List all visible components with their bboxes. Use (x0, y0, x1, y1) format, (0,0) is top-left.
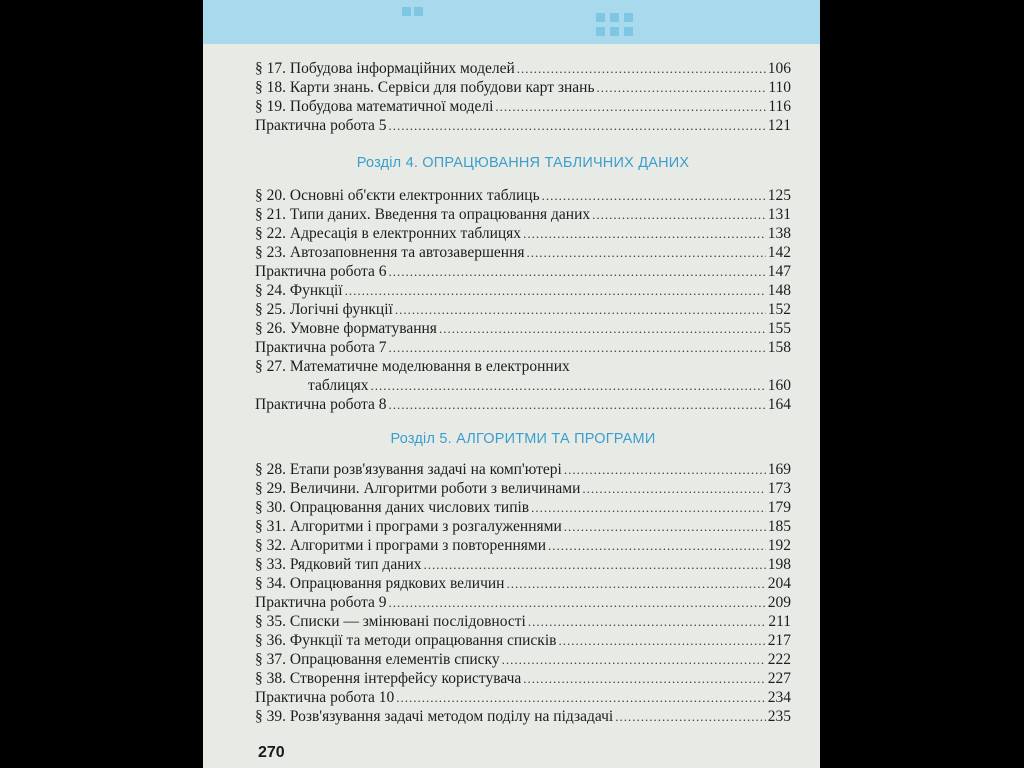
leader-dots (388, 395, 765, 414)
toc-entry-title: § 37. Опрацювання елементів списку (255, 651, 500, 668)
toc-entry-page: 131 (767, 206, 791, 223)
leader-dots (395, 300, 766, 319)
toc-entry-title: § 39. Розв'язування задачі методом поділу на підзадачі (255, 708, 614, 725)
toc-entry (255, 650, 791, 669)
toc-entry-title: § 31. Алгоритми і програми з розгалуженнями (255, 518, 562, 535)
toc-entry-page: 192 (767, 537, 791, 554)
toc-entry (255, 631, 791, 650)
leader-dots (396, 688, 766, 707)
toc-entry-page: 173 (767, 480, 791, 497)
decorative-square (610, 13, 619, 22)
decorative-header-band (203, 0, 820, 44)
decorative-square (414, 7, 423, 16)
leader-dots (558, 631, 765, 650)
toc-entry (255, 357, 791, 376)
leader-dots (506, 574, 765, 593)
leader-dots (388, 338, 765, 357)
toc-entry (255, 669, 791, 688)
toc-entry-title: Практична робота 6 (255, 263, 387, 280)
toc-entry-title: Практична робота 7 (255, 339, 387, 356)
leader-dots (542, 186, 766, 205)
page-number: 270 (258, 744, 285, 761)
toc-entry (255, 574, 791, 593)
leader-dots (388, 593, 765, 612)
toc-entry-title: таблицях (308, 377, 369, 394)
leader-dots (527, 243, 766, 262)
table-of-contents (255, 59, 791, 726)
leader-dots (548, 536, 766, 555)
toc-entry-continuation (255, 376, 791, 395)
toc-entry-page: 217 (767, 632, 791, 649)
decorative-square (624, 13, 633, 22)
toc-entry (255, 281, 791, 300)
leader-dots (345, 281, 766, 300)
toc-entry-page: 222 (767, 651, 791, 668)
toc-entry (255, 707, 791, 726)
toc-entry-page: 116 (768, 98, 791, 115)
toc-entry-page: 164 (767, 396, 791, 413)
toc-entry-page: 209 (767, 594, 791, 611)
toc-entry-title: Практична робота 10 (255, 689, 395, 706)
toc-entry (255, 555, 791, 574)
toc-entry-title: § 36. Функції та методи опрацювання списків (255, 632, 557, 649)
toc-entry-page: 121 (767, 117, 791, 134)
toc-entry-title: § 27. Математичне моделювання в електронних (255, 358, 570, 375)
toc-entry (255, 243, 791, 262)
toc-entry (255, 688, 791, 707)
section-heading: Розділ 4. ОПРАЦЮВАННЯ ТАБЛИЧНИХ ДАНИХ (356, 155, 690, 171)
leader-dots (531, 498, 766, 517)
leader-dots (523, 224, 766, 243)
toc-entry-page: 211 (768, 613, 791, 630)
toc-entry-title: Практична робота 5 (255, 117, 387, 134)
toc-entry-title: § 25. Логічні функції (255, 301, 393, 318)
toc-entry-title: § 34. Опрацювання рядкових величин (255, 575, 505, 592)
decorative-square (596, 27, 605, 36)
toc-entry-page: 204 (767, 575, 791, 592)
toc-entry (255, 59, 791, 78)
leader-dots (564, 460, 766, 479)
toc-entry-title: § 30. Опрацювання даних числових типів (255, 499, 530, 516)
book-page (203, 0, 820, 768)
leader-dots (439, 319, 766, 338)
toc-entry-title: § 19. Побудова математичної моделі (255, 98, 494, 115)
toc-entry (255, 300, 791, 319)
toc-entry-title: § 28. Етапи розв'язування задачі на комп'ютері (255, 461, 562, 478)
decorative-square (596, 13, 605, 22)
toc-entry (255, 205, 791, 224)
toc-entry (255, 498, 791, 517)
toc-entry (255, 593, 791, 612)
toc-entry-page: 155 (767, 320, 791, 337)
toc-entry-page: 234 (767, 689, 791, 706)
toc-entry (255, 186, 791, 205)
leader-dots (597, 78, 767, 97)
toc-entry-page: 152 (767, 301, 791, 318)
toc-entry-title: Практична робота 9 (255, 594, 387, 611)
decorative-square (610, 27, 619, 36)
toc-entry (255, 517, 791, 536)
toc-entry (255, 97, 791, 116)
toc-entry-page: 125 (767, 187, 791, 204)
toc-entry (255, 395, 791, 414)
toc-entry-title: § 32. Алгоритми і програми з повтореннями (255, 537, 547, 554)
toc-entry-title: Практична робота 8 (255, 396, 387, 413)
toc-entry-page: 185 (767, 518, 791, 535)
decorative-square (402, 7, 411, 16)
toc-entry-page: 227 (767, 670, 791, 687)
toc-entry-page: 142 (767, 244, 791, 261)
toc-entry-page: 106 (767, 60, 791, 77)
toc-entry-title: § 23. Автозаповнення та автозавершення (255, 244, 525, 261)
leader-dots (615, 707, 766, 726)
toc-entry-title: § 33. Рядковий тип даних (255, 556, 422, 573)
toc-entry-title: § 22. Адресація в електронних таблицях (255, 225, 522, 242)
toc-entry (255, 536, 791, 555)
leader-dots (582, 479, 765, 498)
toc-entry (255, 78, 791, 97)
toc-entry (255, 319, 791, 338)
leader-dots (517, 59, 766, 78)
leader-dots (592, 205, 766, 224)
toc-entry-page: 110 (768, 79, 791, 96)
toc-entry-title: § 29. Величини. Алгоритми роботи з величинами (255, 480, 581, 497)
toc-entry (255, 116, 791, 135)
toc-entry (255, 612, 791, 631)
leader-dots (388, 262, 765, 281)
toc-entry (255, 479, 791, 498)
toc-entry-title: § 18. Карти знань. Сервіси для побудови карт знань (255, 79, 595, 96)
leader-dots (495, 97, 766, 116)
toc-entry-title: § 21. Типи даних. Введення та опрацювання даних (255, 206, 591, 223)
toc-entry-page: 138 (767, 225, 791, 242)
toc-entry (255, 262, 791, 281)
toc-entry-title: § 20. Основні об'єкти електронних таблиць (255, 187, 540, 204)
toc-entry (255, 338, 791, 357)
leader-dots (371, 376, 766, 395)
toc-entry (255, 460, 791, 479)
leader-dots (424, 555, 766, 574)
toc-entry-title: § 38. Створення інтерфейсу користувача (255, 670, 522, 687)
toc-entry-page: 158 (767, 339, 791, 356)
toc-entry-page: 147 (767, 263, 791, 280)
leader-dots (564, 517, 766, 536)
toc-entry-title: § 35. Списки — змінювані послідовності (255, 613, 526, 630)
toc-entry-page: 179 (767, 499, 791, 516)
leader-dots (388, 116, 765, 135)
leader-dots (528, 612, 766, 631)
toc-entry-page: 169 (767, 461, 791, 478)
toc-entry-page: 235 (767, 708, 791, 725)
toc-entry-page: 148 (767, 282, 791, 299)
section-heading: Розділ 5. АЛГОРИТМИ ТА ПРОГРАМИ (390, 431, 656, 447)
toc-entry-title: § 17. Побудова інформаційних моделей (255, 60, 515, 77)
toc-entry-page: 198 (767, 556, 791, 573)
toc-entry-page: 160 (767, 377, 791, 394)
leader-dots (502, 650, 766, 669)
leader-dots (523, 669, 765, 688)
toc-entry-title: § 26. Умовне форматування (255, 320, 437, 337)
decorative-square (624, 27, 633, 36)
toc-entry-title: § 24. Функції (255, 282, 343, 299)
toc-entry (255, 224, 791, 243)
